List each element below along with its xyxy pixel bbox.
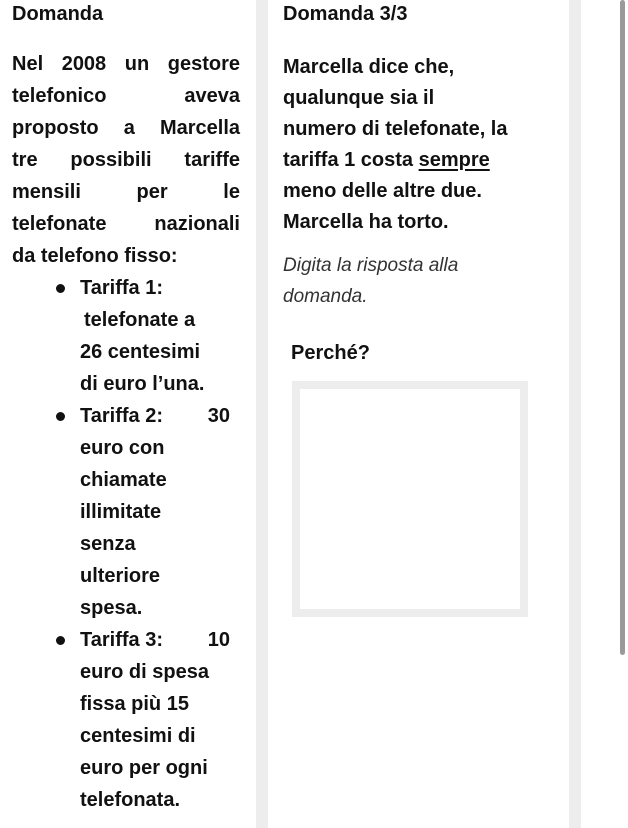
column-divider-right xyxy=(569,0,581,828)
tariff-text: di euro l’una. xyxy=(80,373,205,395)
statement-line: numero di telefonate, la xyxy=(283,118,508,140)
list-item-tariffa-2 xyxy=(12,400,230,624)
statement-line: meno delle altre due. xyxy=(283,180,482,202)
intro-line: mensili per le xyxy=(12,181,240,203)
scrollbar[interactable] xyxy=(620,0,625,655)
tariff-text: fissa più 15 xyxy=(80,693,189,715)
question-context-panel xyxy=(12,0,240,816)
tariff-label: Tariffa 2: xyxy=(80,405,163,427)
intro-line: da telefono fisso: xyxy=(12,245,178,267)
intro-line: tre possibili tariffe xyxy=(12,149,240,171)
statement-line: qualunque sia il xyxy=(283,87,435,109)
bullet-icon xyxy=(56,284,65,293)
tariff-text: spesa. xyxy=(80,597,143,619)
bullet-icon xyxy=(56,412,65,421)
context-intro xyxy=(12,48,240,272)
answer-instruction xyxy=(283,250,563,312)
tariff-list xyxy=(12,272,240,816)
question-panel xyxy=(283,0,563,622)
column-divider-middle xyxy=(256,0,268,828)
tariff-text: euro per ogni xyxy=(80,757,208,779)
why-label: Perché? xyxy=(291,342,370,364)
bullet-icon xyxy=(56,636,65,645)
tariff-text: senza xyxy=(80,533,136,555)
intro-line: telefonate nazionali xyxy=(12,213,240,235)
tariff-text: ulteriore xyxy=(80,565,161,587)
tariff-text: telefonate a xyxy=(84,309,196,331)
instruction-line: domanda. xyxy=(283,286,368,307)
emphasis-word: sempre xyxy=(418,149,490,171)
statement-line: Marcella ha torto. xyxy=(283,211,449,233)
statement-line: tariffa 1 costa xyxy=(283,149,419,171)
statement-line: Marcella dice che, xyxy=(283,56,455,78)
intro-line: proposto a Marcella xyxy=(12,117,240,139)
tariff-text: centesimi di xyxy=(80,725,196,747)
question-header: Domanda 3/3 xyxy=(283,3,408,25)
instruction-line: Digita la risposta alla xyxy=(283,255,459,276)
context-header: Domanda xyxy=(12,3,104,25)
tariff-label: Tariffa 3: xyxy=(80,629,163,651)
tariff-amount: 30 xyxy=(207,405,230,427)
list-item-tariffa-1 xyxy=(12,272,230,400)
answer-input[interactable] xyxy=(292,381,528,617)
tariff-text: illimitate xyxy=(80,501,162,523)
tariff-text: euro di spesa xyxy=(80,661,209,683)
tariff-text: euro con xyxy=(80,437,165,459)
tariff-amount: 10 xyxy=(207,629,230,651)
tariff-label: Tariffa 1: xyxy=(80,277,163,299)
intro-line: telefonico aveva xyxy=(12,85,240,107)
tariff-text: telefonata. xyxy=(80,789,181,811)
list-item-tariffa-3 xyxy=(12,624,230,816)
intro-line: Nel 2008 un gestore xyxy=(12,53,240,75)
tariff-text: 26 centesimi xyxy=(80,341,201,363)
question-statement xyxy=(283,52,563,238)
tariff-text: chiamate xyxy=(80,469,167,491)
